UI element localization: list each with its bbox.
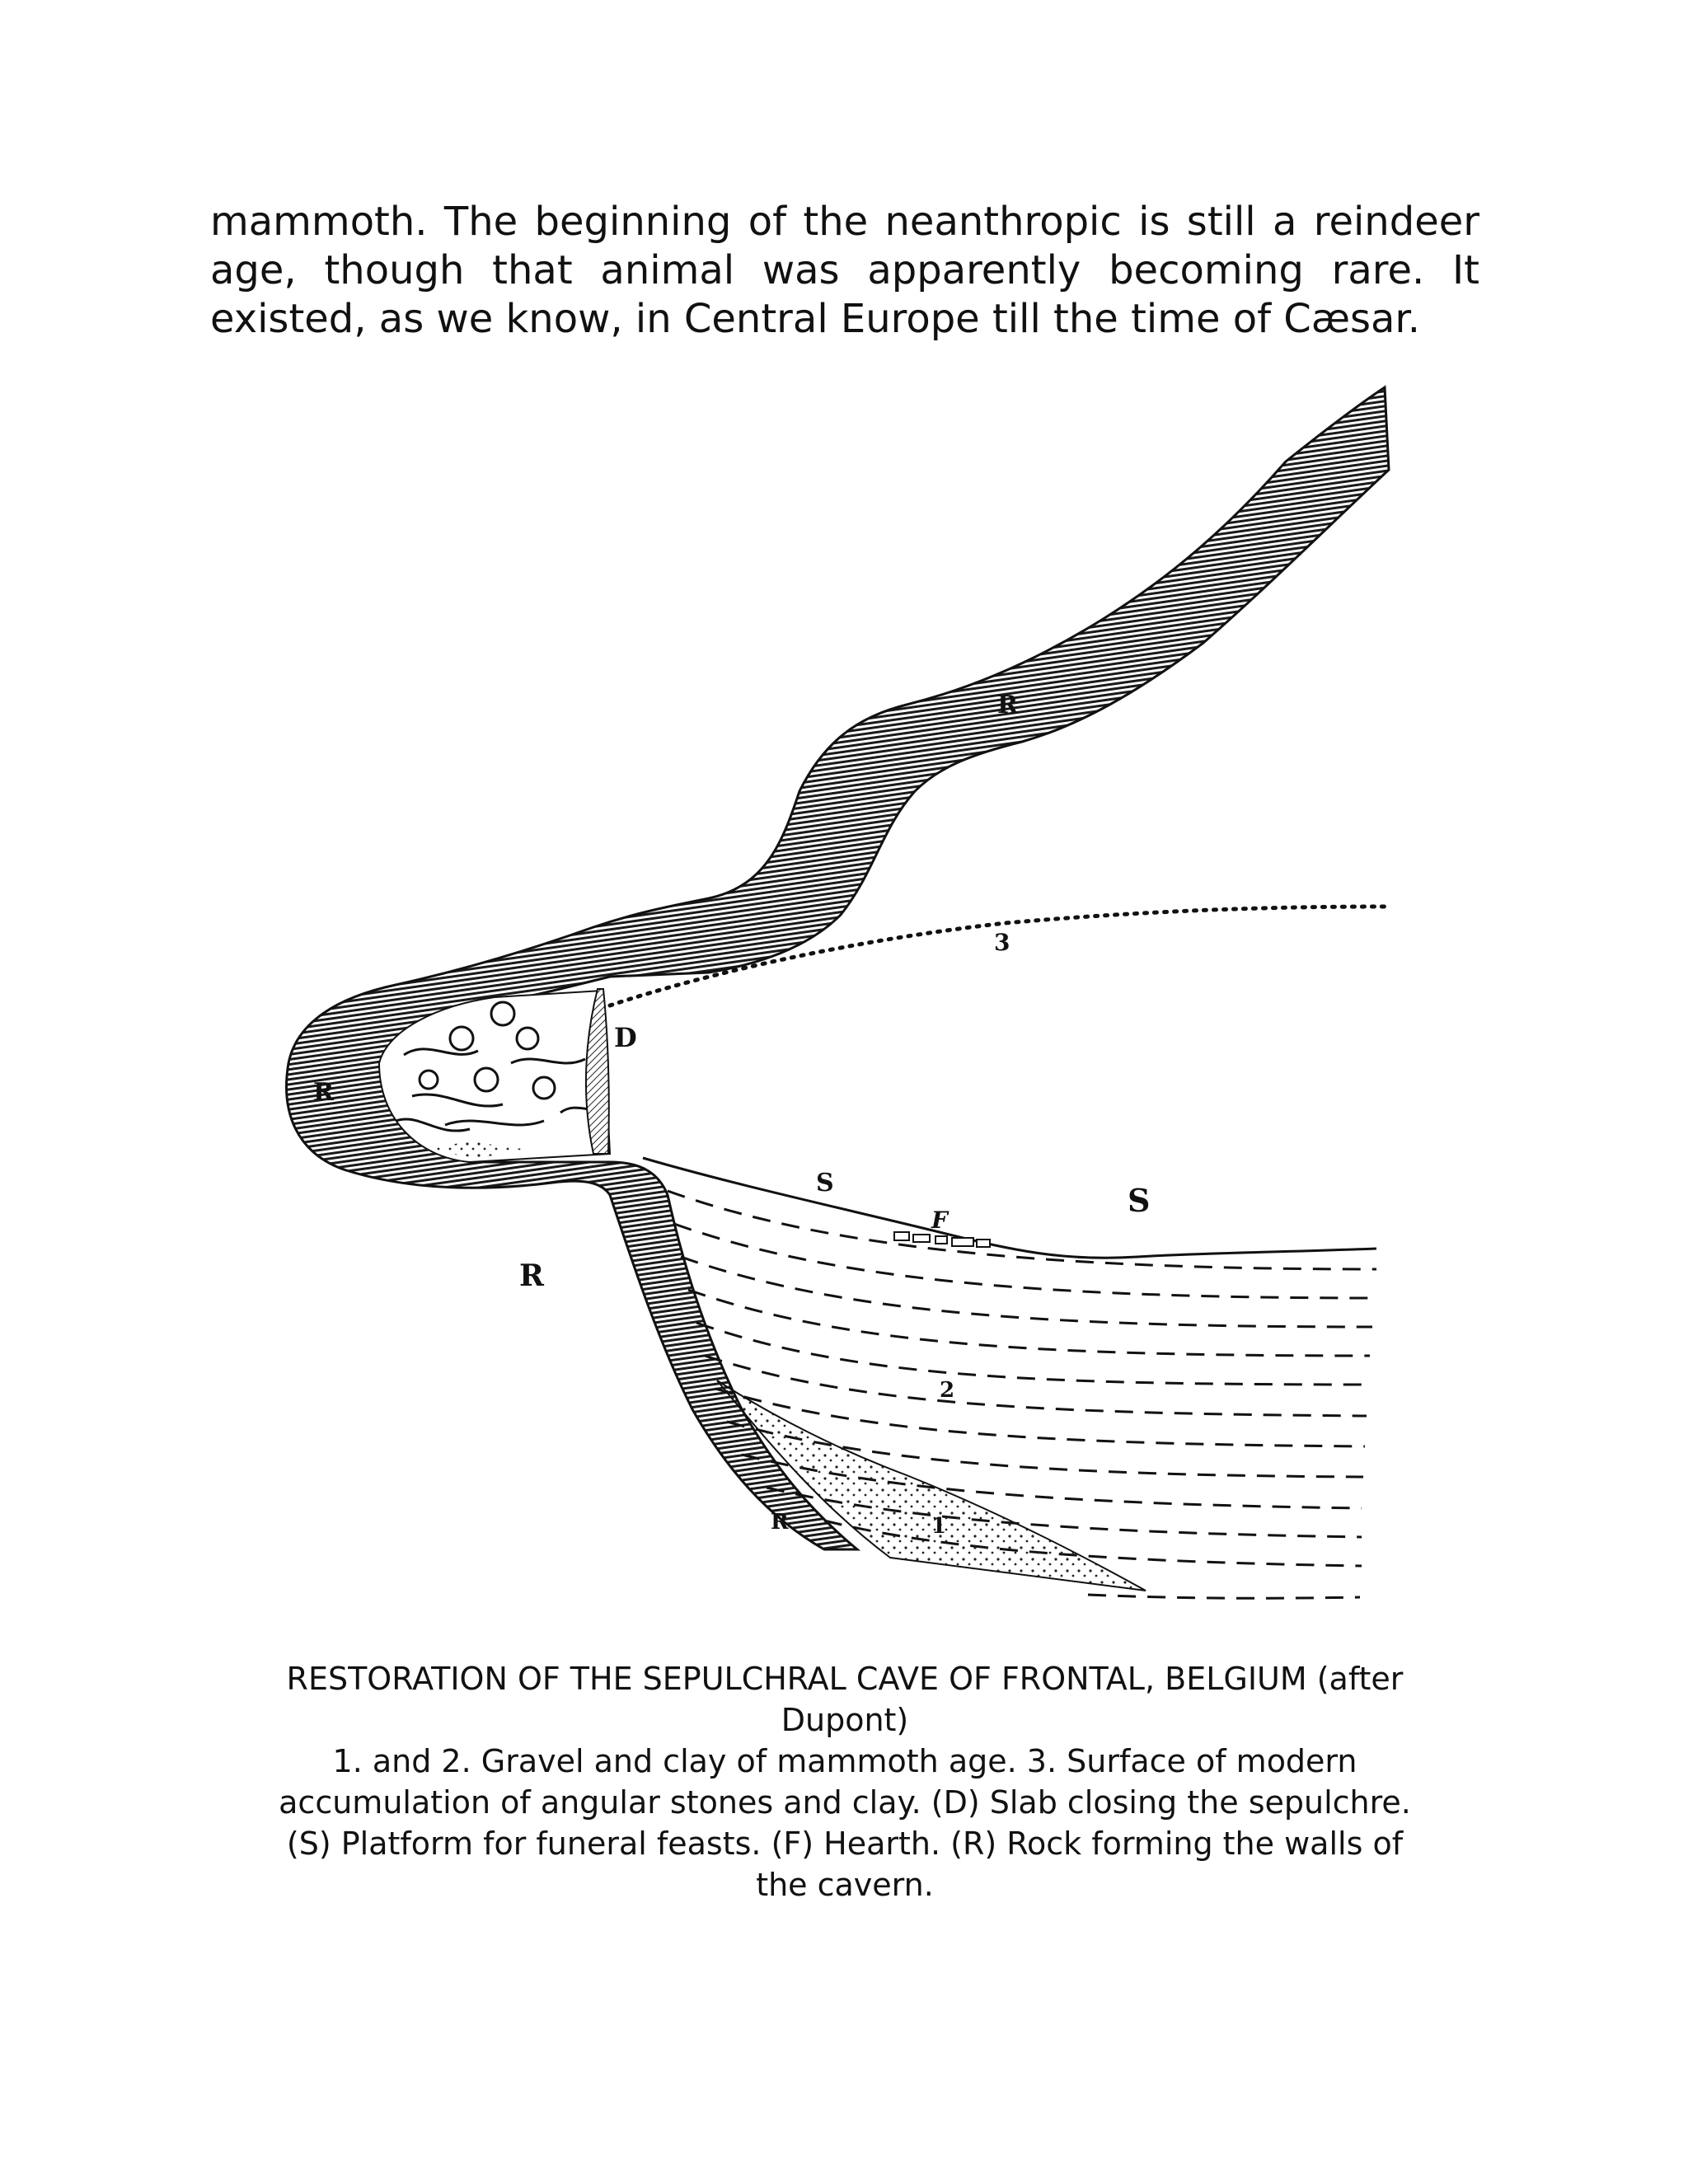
label-rock-bottom: R bbox=[771, 1510, 789, 1535]
body-paragraph: mammoth. The beginning of the neanthropic is still a reindeer age, though that animal was apparently becoming rare. It existed, as we know, in Central Europe till the time of Cæsar. bbox=[210, 199, 1479, 342]
platform-surface bbox=[643, 1158, 1376, 1258]
cave-diagram bbox=[280, 379, 1418, 1640]
label-surface: 3 bbox=[994, 929, 1010, 956]
label-rock-upper: R bbox=[997, 691, 1018, 719]
label-rock-left: R bbox=[313, 1078, 334, 1107]
figure-caption bbox=[272, 1658, 1418, 1905]
caption-title: RESTORATION OF THE SEPULCHRAL CAVE OF FRONTAL, BELGIUM (after Dupont) bbox=[286, 1661, 1404, 1738]
cave-illustration bbox=[280, 379, 1418, 1640]
label-layer-1: 1 bbox=[931, 1514, 947, 1539]
rock-wall bbox=[287, 387, 1389, 1549]
label-rock-lower: R bbox=[519, 1258, 544, 1293]
label-slab: D bbox=[614, 1022, 637, 1053]
caption-description: 1. and 2. Gravel and clay of mammoth age. 3. Surface of modern accumulation of angular stones and clay. (D) Slab closing the sepulchre. (S) Platform for funeral feasts. (F) Hearth. (R) Rock forming the walls of the cavern. bbox=[279, 1743, 1411, 1903]
label-platform-small: S bbox=[816, 1169, 834, 1197]
label-layer-2: 2 bbox=[940, 1378, 955, 1403]
label-platform-large: S bbox=[1128, 1182, 1151, 1219]
label-hearth: F bbox=[931, 1207, 948, 1234]
